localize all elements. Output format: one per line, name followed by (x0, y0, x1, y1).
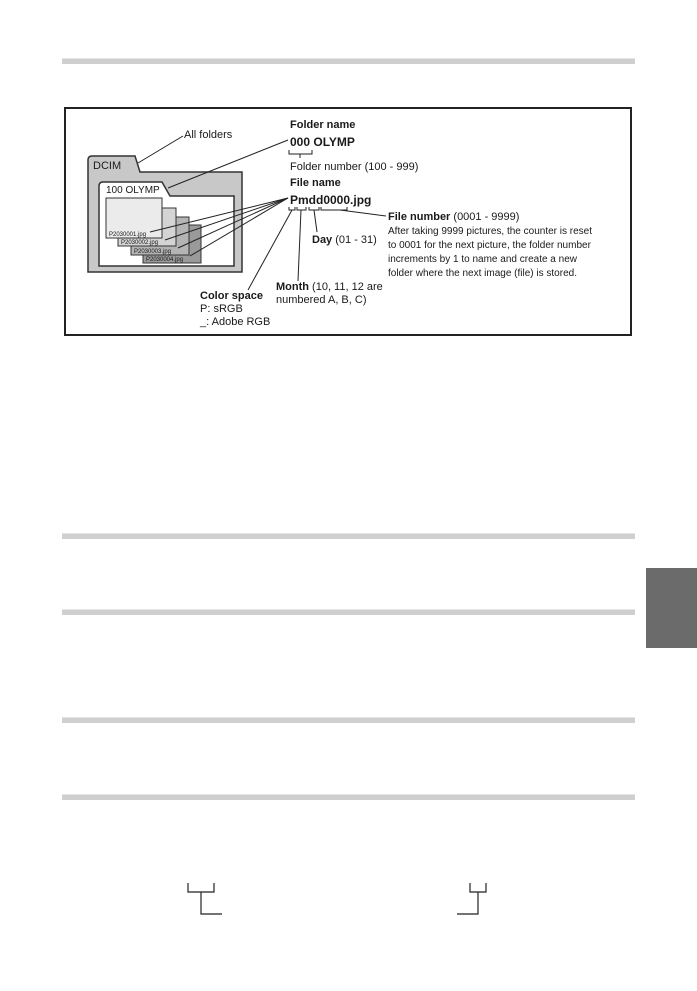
file-number-desc-3: increments by 1 to name and create a new (388, 254, 577, 265)
color-space-heading: Color space (200, 290, 263, 302)
folder-number-bracket (289, 150, 312, 158)
day-bracket (309, 207, 319, 210)
file-number-range: (0001 - 9999) (450, 211, 520, 223)
file-label-2: P2030002.jpg (121, 240, 159, 246)
file-number-heading: File number (388, 211, 451, 223)
file-number-desc-2: to 0001 for the next picture, the folder number (388, 240, 591, 251)
month-range: (10, 11, 12 are (308, 281, 383, 293)
day-title (312, 234, 377, 246)
color-space-line1: P: sRGB (200, 303, 243, 315)
all-folders-leader (138, 136, 183, 163)
file-label-1: P2030001.jpg (109, 232, 147, 238)
day-range: (01 - 31) (332, 234, 377, 246)
folder-name-example: 000 OLYMP (290, 135, 355, 149)
file-number-title (388, 211, 519, 223)
bottom-bracket-right (457, 883, 486, 914)
file-number-bracket (321, 207, 347, 210)
color-space-bracket (289, 207, 295, 210)
month-bracket (297, 207, 306, 210)
day-leader (314, 210, 317, 232)
subfolder-label: 100 OLYMP (106, 185, 160, 196)
month-line2: numbered A, B, C) (276, 294, 367, 306)
file-number-leader (340, 210, 386, 216)
folder-name-heading: Folder name (290, 119, 356, 131)
folder-number-note: Folder number (100 - 999) (290, 161, 419, 173)
month-title (276, 281, 383, 293)
file-name-example: Pmdd0000.jpg (290, 193, 372, 207)
file-number-desc-4: folder where the next image (file) is stored. (388, 268, 577, 279)
file-number-desc-1: After taking 9999 pictures, the counter is reset (388, 226, 592, 237)
month-leader (298, 210, 301, 281)
all-folders-label: All folders (184, 129, 233, 141)
file-label-3: P2030003.jpg (134, 249, 172, 255)
dcim-label: DCIM (93, 160, 122, 172)
file-label-4: P2030004.jpg (146, 257, 184, 263)
color-space-leader (248, 210, 292, 290)
day-heading: Day (312, 234, 333, 246)
month-heading: Month (276, 281, 309, 293)
color-space-line2: _: Adobe RGB (200, 316, 271, 328)
file-name-heading: File name (290, 177, 341, 189)
bottom-bracket-left (188, 883, 222, 914)
